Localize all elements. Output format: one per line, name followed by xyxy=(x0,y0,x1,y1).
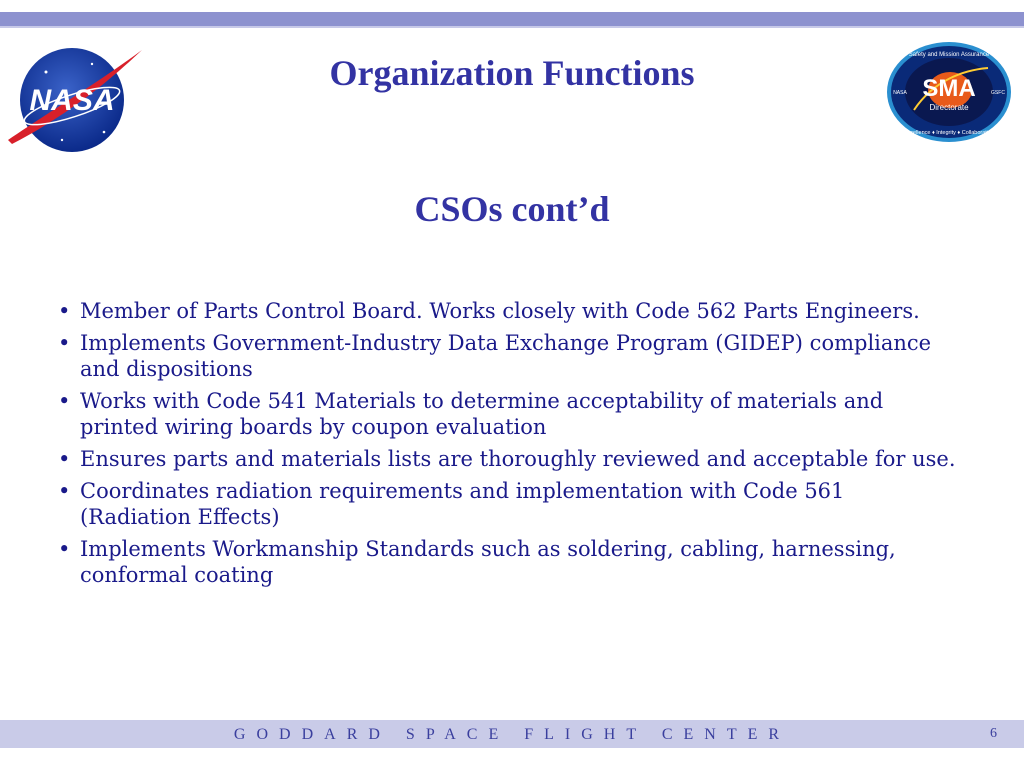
bullet-icon: • xyxy=(58,447,71,471)
bullet-icon: • xyxy=(58,331,71,355)
bullet-item xyxy=(58,330,958,382)
nasa-logo-text: NASA xyxy=(29,84,115,117)
bullet-item xyxy=(58,446,958,472)
sma-logo-left-text: NASA xyxy=(893,90,907,96)
bullet-text: Member of Parts Control Board. Works closely with Code 562 Parts Engineers. xyxy=(80,299,920,323)
page-number: 6 xyxy=(990,726,997,741)
bullet-text: Ensures parts and materials lists are thoroughly reviewed and acceptable for use. xyxy=(80,447,956,471)
bullet-text: Coordinates radiation requirements and implementation with Code 561 (Radiation Effects) xyxy=(80,479,845,529)
top-accent-bar xyxy=(0,12,1024,28)
sma-logo-bottom-arc-text: Excellence ♦ Integrity ♦ Collaboration xyxy=(903,130,995,136)
bullet-item xyxy=(58,536,958,588)
bullet-text: Implements Government-Industry Data Exchange Program (GIDEP) compliance and dispositions xyxy=(80,331,932,381)
slide-subtitle: CSOs cont’d xyxy=(414,189,610,229)
sma-logo-right-text: GSFC xyxy=(991,90,1005,96)
bullet-icon: • xyxy=(58,389,71,413)
sma-logo-sub-text: Directorate xyxy=(929,103,969,112)
bullet-icon: • xyxy=(58,299,71,323)
bullet-text: Implements Workmanship Standards such as soldering, cabling, harnessing, conformal coating xyxy=(80,537,896,587)
bullet-list xyxy=(58,298,958,594)
bullet-item xyxy=(58,298,958,324)
bullet-item xyxy=(58,478,958,530)
footer-text: GODDARD SPACE FLIGHT CENTER xyxy=(233,726,791,743)
sma-directorate-logo-icon xyxy=(884,40,1014,145)
sma-logo-main-text: SMA xyxy=(922,75,976,102)
bullet-text: Works with Code 541 Materials to determine acceptability of materials and printed wiring boards by coupon evaluation xyxy=(80,389,884,439)
slide-title: Organization Functions xyxy=(329,53,695,93)
sma-logo-top-arc-text: Safety and Mission Assurance xyxy=(908,52,990,58)
bullet-item xyxy=(58,388,958,440)
bullet-icon: • xyxy=(58,537,71,561)
bullet-icon: • xyxy=(58,479,71,503)
